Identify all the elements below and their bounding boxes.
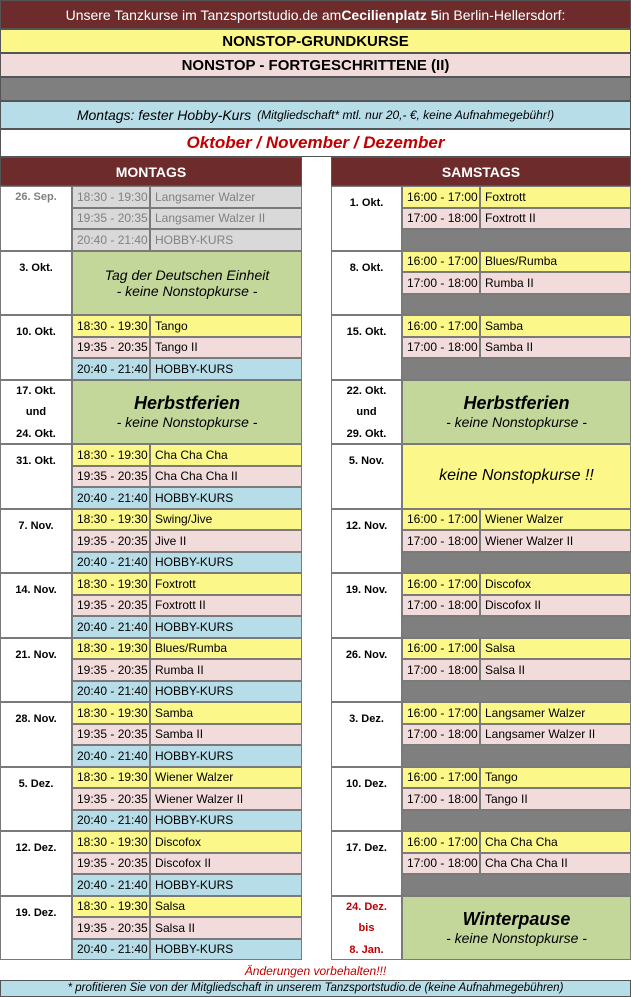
monday-no-class-message bbox=[72, 380, 302, 445]
legend-grey-bar bbox=[0, 77, 631, 101]
saturday-date bbox=[331, 896, 402, 961]
saturday-slot-course: Samba II bbox=[480, 337, 631, 359]
saturday-slot-time: 17:00 - 18:00 bbox=[402, 272, 480, 294]
saturday-slot-course: Discofox II bbox=[480, 595, 631, 617]
monday-date-line: 17. Okt. bbox=[16, 384, 56, 397]
saturday-slot-course: Wiener Walzer II bbox=[480, 530, 631, 552]
saturday-date: 8. Okt. bbox=[331, 251, 402, 316]
saturday-empty-slot bbox=[402, 681, 631, 703]
monday-slot-course: HOBBY-KURS bbox=[150, 745, 302, 767]
monday-slot-time: 20:40 - 21:40 bbox=[72, 616, 150, 638]
saturday-date: 17. Dez. bbox=[331, 831, 402, 896]
membership-note: * profitieren Sie von der Mitgliedschaft in unserem Tanzsportstudio.de (keine Aufnahmegebühren) bbox=[0, 980, 631, 997]
saturday-empty-slot bbox=[402, 745, 631, 767]
monday-slot-time: 18:30 - 19:30 bbox=[72, 831, 150, 853]
monday-slot-time: 18:30 - 19:30 bbox=[72, 896, 150, 918]
monday-slot-course: Samba bbox=[150, 702, 302, 724]
saturday-empty-slot bbox=[402, 294, 631, 316]
saturday-date: 15. Okt. bbox=[331, 315, 402, 380]
monday-date: 3. Okt. bbox=[0, 251, 72, 316]
monday-date: 28. Nov. bbox=[0, 702, 72, 767]
monday-slot-course: HOBBY-KURS bbox=[150, 810, 302, 832]
saturday-slot-time: 16:00 - 17:00 bbox=[402, 509, 480, 531]
saturday-slot-time: 16:00 - 17:00 bbox=[402, 638, 480, 660]
monday-slot-course: Rumba II bbox=[150, 659, 302, 681]
monday-slot-time: 20:40 - 21:40 bbox=[72, 681, 150, 703]
saturday-slot-course: Langsamer Walzer bbox=[480, 702, 631, 724]
monday-slot-course: Jive II bbox=[150, 530, 302, 552]
message-title: Tag der Deutschen Einheit bbox=[104, 266, 270, 283]
message-subtitle: - keine Nonstopkurse - bbox=[116, 282, 258, 299]
saturday-date bbox=[331, 380, 402, 445]
monday-slot-time: 20:40 - 21:40 bbox=[72, 552, 150, 574]
saturday-slot-course: Blues/Rumba bbox=[480, 251, 631, 273]
title-suffix: in Berlin-Hellersdorf: bbox=[438, 6, 566, 23]
saturday-slot-time: 17:00 - 18:00 bbox=[402, 659, 480, 681]
saturday-slot-time: 17:00 - 18:00 bbox=[402, 853, 480, 875]
monday-slot-course: Samba II bbox=[150, 724, 302, 746]
monday-slot-time: 19:35 - 20:35 bbox=[72, 595, 150, 617]
monday-slot-course: Cha Cha Cha bbox=[150, 444, 302, 466]
legend-hobby bbox=[0, 101, 631, 129]
hobby-note: (Mitgliedschaft* mtl. nur 20,- €, keine Aufnahmegebühr!) bbox=[257, 108, 555, 122]
monday-slot-course: Swing/Jive bbox=[150, 509, 302, 531]
legend-grundkurse: NONSTOP-GRUNDKURSE bbox=[0, 29, 631, 53]
saturday-slot-time: 16:00 - 17:00 bbox=[402, 315, 480, 337]
saturday-slot-time: 16:00 - 17:00 bbox=[402, 767, 480, 789]
saturday-slot-course: Salsa bbox=[480, 638, 631, 660]
saturday-slot-course: Discofox bbox=[480, 573, 631, 595]
monday-slot-course: HOBBY-KURS bbox=[150, 487, 302, 509]
saturday-date: 1. Okt. bbox=[331, 186, 402, 251]
monday-slot-time: 19:35 - 20:35 bbox=[72, 659, 150, 681]
monday-slot-course: HOBBY-KURS bbox=[150, 552, 302, 574]
monday-slot-course: Discofox II bbox=[150, 853, 302, 875]
monday-date-line: und bbox=[25, 406, 47, 418]
legend-fortgeschrittene: NONSTOP - FORTGESCHRITTENE (II) bbox=[0, 53, 631, 77]
monday-slot-time: 20:40 - 21:40 bbox=[72, 939, 150, 961]
message-title: Winterpause bbox=[462, 909, 571, 930]
monday-date-line: 24. Okt. bbox=[16, 427, 56, 440]
monday-slot-time: 19:35 - 20:35 bbox=[72, 208, 150, 230]
monday-slot-course: HOBBY-KURS bbox=[150, 616, 302, 638]
saturday-slot-time: 17:00 - 18:00 bbox=[402, 788, 480, 810]
monday-slot-course: HOBBY-KURS bbox=[150, 229, 302, 251]
message-subtitle: - keine Nonstopkurse - bbox=[446, 930, 587, 947]
saturday-slot-time: 16:00 - 17:00 bbox=[402, 251, 480, 273]
monday-slot-time: 20:40 - 21:40 bbox=[72, 358, 150, 380]
monday-slot-time: 20:40 - 21:40 bbox=[72, 745, 150, 767]
message-title: Herbstferien bbox=[463, 393, 570, 414]
monday-slot-course: Wiener Walzer II bbox=[150, 788, 302, 810]
monday-date: 19. Dez. bbox=[0, 896, 72, 961]
monday-slot-time: 19:35 - 20:35 bbox=[72, 337, 150, 359]
saturday-date: 10. Dez. bbox=[331, 767, 402, 832]
monday-slot-course: Langsamer Walzer II bbox=[150, 208, 302, 230]
saturday-slot-course: Salsa II bbox=[480, 659, 631, 681]
monday-slot-time: 18:30 - 19:30 bbox=[72, 444, 150, 466]
saturday-date: 12. Nov. bbox=[331, 509, 402, 574]
saturday-date-line: 29. Okt. bbox=[346, 427, 387, 440]
message-subtitle: - keine Nonstopkurse - bbox=[446, 414, 587, 431]
monday-slot-time: 18:30 - 19:30 bbox=[72, 186, 150, 208]
monday-slot-time: 19:35 - 20:35 bbox=[72, 466, 150, 488]
monday-slot-time: 20:40 - 21:40 bbox=[72, 874, 150, 896]
saturday-date: 26. Nov. bbox=[331, 638, 402, 703]
saturday-empty-slot bbox=[402, 874, 631, 896]
saturday-date: 3. Dez. bbox=[331, 702, 402, 767]
monday-slot-course: Cha Cha Cha II bbox=[150, 466, 302, 488]
saturday-empty-slot bbox=[402, 616, 631, 638]
monday-no-class-message bbox=[72, 251, 302, 316]
monday-slot-time: 19:35 - 20:35 bbox=[72, 917, 150, 939]
monday-date bbox=[0, 380, 72, 445]
page-title bbox=[0, 0, 631, 29]
saturday-slot-course: Foxtrott II bbox=[480, 208, 631, 230]
monday-slot-course: Blues/Rumba bbox=[150, 638, 302, 660]
saturday-date-line: 24. Dez. bbox=[346, 900, 387, 913]
saturday-slot-course: Foxtrott bbox=[480, 186, 631, 208]
monday-slot-time: 20:40 - 21:40 bbox=[72, 229, 150, 251]
saturday-no-class-message bbox=[402, 896, 631, 961]
saturday-slot-time: 17:00 - 18:00 bbox=[402, 724, 480, 746]
saturday-slot-course: Samba bbox=[480, 315, 631, 337]
saturday-date: 5. Nov. bbox=[331, 444, 402, 509]
monday-slot-course: Salsa bbox=[150, 896, 302, 918]
saturday-date-line: 8. Jan. bbox=[349, 943, 384, 956]
saturday-slot-time: 17:00 - 18:00 bbox=[402, 337, 480, 359]
changes-note: Änderungen vorbehalten!!! bbox=[244, 964, 387, 978]
saturday-empty-slot bbox=[402, 810, 631, 832]
saturday-slot-course: Cha Cha Cha II bbox=[480, 853, 631, 875]
saturday-slot-course: Wiener Walzer bbox=[480, 509, 631, 531]
monday-slot-course: Langsamer Walzer bbox=[150, 186, 302, 208]
monday-slot-time: 19:35 - 20:35 bbox=[72, 853, 150, 875]
monday-date: 26. Sep. bbox=[0, 186, 72, 251]
monday-slot-time: 18:30 - 19:30 bbox=[72, 638, 150, 660]
monday-slot-course: HOBBY-KURS bbox=[150, 874, 302, 896]
monday-column-header: MONTAGS bbox=[0, 157, 302, 186]
monday-slot-time: 18:30 - 19:30 bbox=[72, 315, 150, 337]
monday-slot-time: 18:30 - 19:30 bbox=[72, 509, 150, 531]
saturday-date-line: und bbox=[356, 406, 377, 418]
saturday-slot-time: 16:00 - 17:00 bbox=[402, 702, 480, 724]
monday-slot-time: 20:40 - 21:40 bbox=[72, 487, 150, 509]
saturday-date-line: bis bbox=[358, 922, 375, 934]
monday-slot-time: 19:35 - 20:35 bbox=[72, 530, 150, 552]
monday-slot-time: 19:35 - 20:35 bbox=[72, 724, 150, 746]
saturday-empty-slot bbox=[402, 229, 631, 251]
saturday-slot-course: Tango II bbox=[480, 788, 631, 810]
title-address: Cecilienplatz 5 bbox=[341, 6, 439, 23]
monday-date: 7. Nov. bbox=[0, 509, 72, 574]
monday-date: 5. Dez. bbox=[0, 767, 72, 832]
monday-slot-time: 20:40 - 21:40 bbox=[72, 810, 150, 832]
title-prefix: Unsere Tanzkurse im Tanzsportstudio.de am bbox=[65, 6, 342, 23]
monday-slot-time: 18:30 - 19:30 bbox=[72, 702, 150, 724]
saturday-empty-slot bbox=[402, 358, 631, 380]
saturday-slot-time: 17:00 - 18:00 bbox=[402, 530, 480, 552]
saturday-no-class-message bbox=[402, 444, 631, 509]
saturday-slot-time: 16:00 - 17:00 bbox=[402, 831, 480, 853]
saturday-slot-course: Cha Cha Cha bbox=[480, 831, 631, 853]
monday-date: 10. Okt. bbox=[0, 315, 72, 380]
monday-slot-course: Salsa II bbox=[150, 917, 302, 939]
saturday-slot-time: 17:00 - 18:00 bbox=[402, 595, 480, 617]
monday-date: 21. Nov. bbox=[0, 638, 72, 703]
months-banner: Oktober / November / Dezember bbox=[0, 129, 631, 157]
monday-date: 12. Dez. bbox=[0, 831, 72, 896]
message-title: keine Nonstopkurse !! bbox=[439, 467, 594, 485]
saturday-column-header: SAMSTAGS bbox=[331, 157, 631, 186]
message-title: Herbstferien bbox=[133, 393, 241, 414]
saturday-slot-course: Tango bbox=[480, 767, 631, 789]
monday-slot-time: 19:35 - 20:35 bbox=[72, 788, 150, 810]
monday-slot-time: 18:30 - 19:30 bbox=[72, 767, 150, 789]
saturday-date-line: 22. Okt. bbox=[346, 384, 387, 397]
saturday-slot-time: 16:00 - 17:00 bbox=[402, 573, 480, 595]
saturday-date: 19. Nov. bbox=[331, 573, 402, 638]
saturday-no-class-message bbox=[402, 380, 631, 445]
monday-slot-course: HOBBY-KURS bbox=[150, 358, 302, 380]
hobby-main: Montags: fester Hobby-Kurs bbox=[76, 107, 252, 123]
monday-slot-time: 18:30 - 19:30 bbox=[72, 573, 150, 595]
monday-slot-course: HOBBY-KURS bbox=[150, 681, 302, 703]
monday-date: 14. Nov. bbox=[0, 573, 72, 638]
monday-slot-course: Foxtrott II bbox=[150, 595, 302, 617]
monday-slot-course: Wiener Walzer bbox=[150, 767, 302, 789]
saturday-slot-course: Langsamer Walzer II bbox=[480, 724, 631, 746]
monday-slot-course: HOBBY-KURS bbox=[150, 939, 302, 961]
saturday-slot-time: 17:00 - 18:00 bbox=[402, 208, 480, 230]
monday-slot-course: Tango bbox=[150, 315, 302, 337]
monday-slot-course: Tango II bbox=[150, 337, 302, 359]
saturday-empty-slot bbox=[402, 552, 631, 574]
message-subtitle: - keine Nonstopkurse - bbox=[116, 414, 258, 431]
monday-slot-course: Foxtrott bbox=[150, 573, 302, 595]
saturday-slot-time: 16:00 - 17:00 bbox=[402, 186, 480, 208]
monday-date: 31. Okt. bbox=[0, 444, 72, 509]
monday-slot-course: Discofox bbox=[150, 831, 302, 853]
saturday-slot-course: Rumba II bbox=[480, 272, 631, 294]
